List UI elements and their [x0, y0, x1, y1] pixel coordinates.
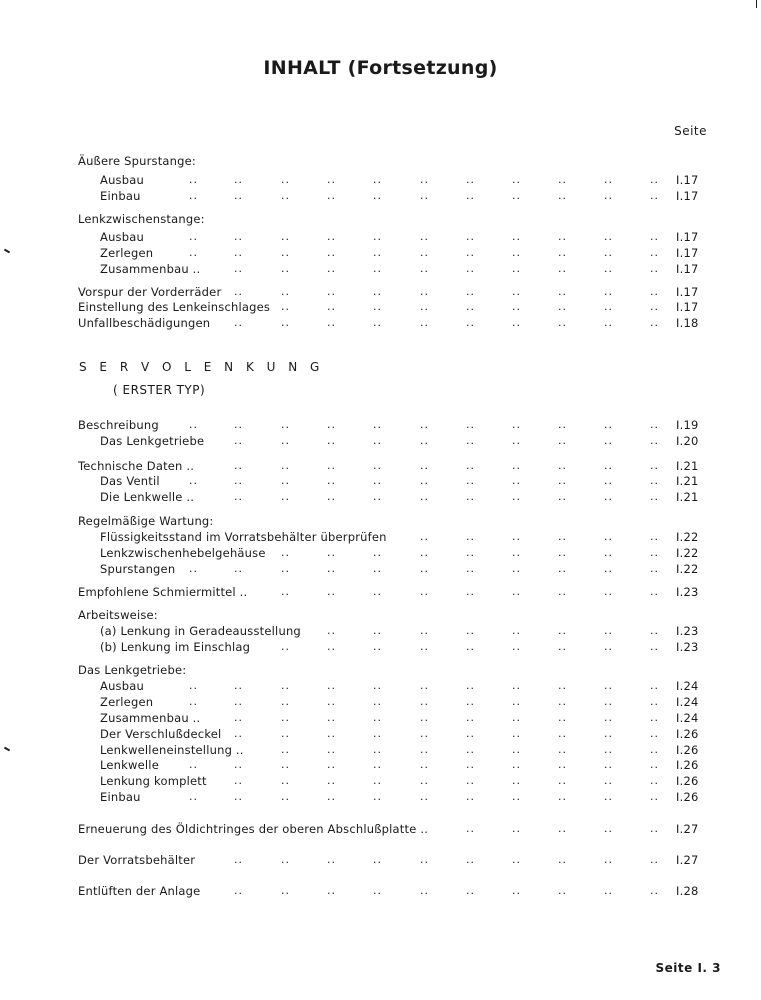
toc-page-number: I.26 [676, 727, 699, 741]
toc-group-heading [0, 607, 761, 623]
toc-entry-label: Empfohlene Schmiermittel .. [78, 585, 248, 599]
toc-entry-label: Spurstangen [100, 562, 176, 576]
page-footer: Seite I. 3 [655, 961, 721, 975]
toc-entry: Ausbau .. .. .. .. .. .. .. .. .. .. .. I.17 [100, 230, 699, 244]
toc-page-number: I.26 [676, 758, 699, 772]
toc-entry-label: Das Lenkgetriebe [100, 434, 205, 448]
toc-entry: Spurstangen .. .. .. .. .. .. .. .. .. .. .. I.22 [100, 562, 699, 576]
toc-entry: Die Lenkwelle .. .. .. .. .. .. .. .. .. .. .. I.21 [100, 490, 699, 504]
toc-entry-label: Lenkwelleneinstellung .. [100, 743, 244, 757]
toc-entry-label: (b) Lenkung im Einschlag [100, 640, 251, 654]
toc-entry-label: Regelmäßige Wartung: [78, 514, 214, 528]
toc-page-number: I.19 [676, 418, 699, 432]
toc-page-number: I.22 [676, 546, 699, 560]
toc-page-number: I.21 [676, 490, 699, 504]
toc-entry: Entlüften der Anlage .. .. .. .. .. .. .. .. .. .. I.28 [78, 884, 699, 898]
toc-page-number: I.17 [676, 262, 699, 276]
toc-entry: (b) Lenkung im Einschlag .. .. .. .. .. .. .. .. .. I.23 [100, 640, 699, 654]
toc-entry: Ausbau .. .. .. .. .. .. .. .. .. .. .. I.17 [100, 173, 699, 187]
toc-entry: Lenkzwischenhebelgehäuse .. .. .. .. .. .. .. .. .. I.22 [100, 546, 699, 560]
toc-entry: Das Ventil .. .. .. .. .. .. .. .. .. .. .. I.21 [100, 474, 699, 488]
toc-entry: Zusammenbau .. .. .. .. .. .. .. .. .. .. .. I.17 [100, 262, 699, 276]
toc-page-number: I.21 [676, 474, 699, 488]
toc-page-number: I.17 [676, 300, 699, 314]
toc-entry: Vorspur der Vorderräder .. .. .. .. .. .. .. .. .. .. I.17 [78, 285, 699, 299]
toc-entry-label: Zusammenbau .. [100, 711, 201, 725]
toc-page-number: I.23 [676, 640, 699, 654]
toc-entry: Zusammenbau .. .. .. .. .. .. .. .. .. .. .. I.24 [100, 711, 699, 725]
toc-entry: Lenkung komplett .. .. .. .. .. .. .. .. .. .. I.26 [100, 774, 699, 788]
toc-entry-label: Lenkwelle [100, 758, 159, 772]
toc-page-number: I.17 [676, 230, 699, 244]
section-subheading: ( ERSTER TYP) [113, 383, 206, 397]
page-column-header: Seite [674, 124, 707, 138]
toc-page-number: I.28 [676, 884, 699, 898]
toc-group-heading [0, 513, 761, 529]
toc-entry-label: Ausbau [100, 230, 144, 244]
toc-entry-label: Das Ventil [100, 474, 160, 488]
toc-group-heading [0, 662, 761, 678]
toc-entry-label: Äußere Spurstange: [78, 154, 196, 168]
toc-entry: Beschreibung .. .. .. .. .. .. .. .. .. .. .. I.19 [78, 418, 699, 432]
toc-entry-label: Erneuerung des Öldichtringes der oberen Abschlußplatte .. [78, 822, 429, 836]
toc-entry-label: Flüssigkeitsstand im Vorratsbehälter überprüfen [100, 530, 387, 544]
toc-entry-label: Die Lenkwelle .. [100, 490, 195, 504]
toc-entry-label: Vorspur der Vorderräder [78, 285, 222, 299]
toc-entry: Lenkwelle .. .. .. .. .. .. .. .. .. .. .. I.26 [100, 758, 699, 772]
toc-page-number: I.23 [676, 624, 699, 638]
toc-entry: Einbau .. .. .. .. .. .. .. .. .. .. .. I.17 [100, 189, 699, 203]
toc-entry: Erneuerung des Öldichtringes der oberen Abschlußplatte .. .. .. .. .. .. I.27 [78, 822, 699, 836]
toc-entry-label: Technische Daten .. [78, 459, 195, 473]
toc-page-number: I.24 [676, 695, 699, 709]
toc-group-heading [0, 211, 761, 227]
toc-page-number: I.24 [676, 679, 699, 693]
toc-page-number: I.27 [676, 822, 699, 836]
toc-entry: Der Vorratsbehälter .. .. .. .. .. .. .. .. .. .. I.27 [78, 853, 699, 867]
toc-page-number: I.23 [676, 585, 699, 599]
toc-page-number: I.21 [676, 459, 699, 473]
toc-entry-label: Zusammenbau .. [100, 262, 201, 276]
toc-group-heading [0, 153, 761, 169]
toc-entry-label: Unfallbeschädigungen [78, 316, 211, 330]
toc-entry: Der Verschlußdeckel .. .. .. .. .. .. .. .. .. .. I.26 [100, 727, 699, 741]
toc-entry: Zerlegen .. .. .. .. .. .. .. .. .. .. .. I.17 [100, 246, 699, 260]
toc-entry-label: Zerlegen [100, 246, 154, 260]
toc-page-number: I.24 [676, 711, 699, 725]
toc-entry-label: Lenkzwischenhebelgehäuse [100, 546, 266, 560]
toc-page-number: I.17 [676, 189, 699, 203]
toc-entry: Unfallbeschädigungen .. .. .. .. .. .. .. .. .. .. I.18 [78, 316, 699, 330]
toc-entry: Ausbau .. .. .. .. .. .. .. .. .. .. .. I.24 [100, 679, 699, 693]
toc-entry-label: Der Vorratsbehälter [78, 853, 196, 867]
toc-entry-label: Der Verschlußdeckel [100, 727, 222, 741]
page-title: INHALT (Fortsetzung) [263, 57, 498, 79]
toc-page-number: I.17 [676, 173, 699, 187]
toc-entry-label: Ausbau [100, 679, 144, 693]
toc-page-number: I.26 [676, 774, 699, 788]
section-heading: S E R V O L E N K U N G [79, 360, 324, 374]
toc-entry-label: Arbeitsweise: [78, 608, 158, 622]
toc-page-number: I.17 [676, 285, 699, 299]
toc-entry-label: Beschreibung [78, 418, 159, 432]
toc-page-number: I.17 [676, 246, 699, 260]
toc-entry-label: Einbau [100, 790, 141, 804]
toc-entry-label: Zerlegen [100, 695, 154, 709]
toc-entry-label: Einbau [100, 189, 141, 203]
toc-entry: Technische Daten .. .. .. .. .. .. .. .. .. .. .. I.21 [78, 459, 699, 473]
toc-page-number: I.26 [676, 790, 699, 804]
toc-page-number: I.26 [676, 743, 699, 757]
toc-entry: Empfohlene Schmiermittel .. .. .. .. .. .. .. .. .. .. I.23 [78, 585, 699, 599]
toc-entry: Lenkwelleneinstellung .. .. .. .. .. .. .. .. .. .. I.26 [100, 743, 699, 757]
toc-entry-label: Einstellung des Lenkeinschlages [78, 300, 271, 314]
toc-page-number: I.27 [676, 853, 699, 867]
toc-entry: Einbau .. .. .. .. .. .. .. .. .. .. .. I.26 [100, 790, 699, 804]
toc-entry-label: Lenkung komplett [100, 774, 207, 788]
toc-entry-label: Ausbau [100, 173, 144, 187]
toc-entry: Einstellung des Lenkeinschlages .. .. .. .. .. .. .. .. .. I.17 [78, 300, 699, 314]
toc-page-number: I.22 [676, 562, 699, 576]
toc-page-number: I.20 [676, 434, 699, 448]
scan-mark [756, 0, 757, 8]
toc-entry: Das Lenkgetriebe .. .. .. .. .. .. .. .. .. .. I.20 [100, 434, 699, 448]
toc-entry-label: (a) Lenkung in Geradeausstellung [100, 624, 301, 638]
toc-entry: (a) Lenkung in Geradeausstellung .. .. .. .. .. .. .. .. I.23 [100, 624, 699, 638]
toc-entry-label: Entlüften der Anlage [78, 884, 201, 898]
toc-entry: Flüssigkeitsstand im Vorratsbehälter überprüfen .. .. .. .. .. .. I.22 [100, 530, 699, 544]
toc-entry: Zerlegen .. .. .. .. .. .. .. .. .. .. .. I.24 [100, 695, 699, 709]
toc-page-number: I.22 [676, 530, 699, 544]
toc-page-number: I.18 [676, 316, 699, 330]
toc-entry-label: Das Lenkgetriebe: [78, 663, 187, 677]
toc-entry-label: Lenkzwischenstange: [78, 212, 205, 226]
